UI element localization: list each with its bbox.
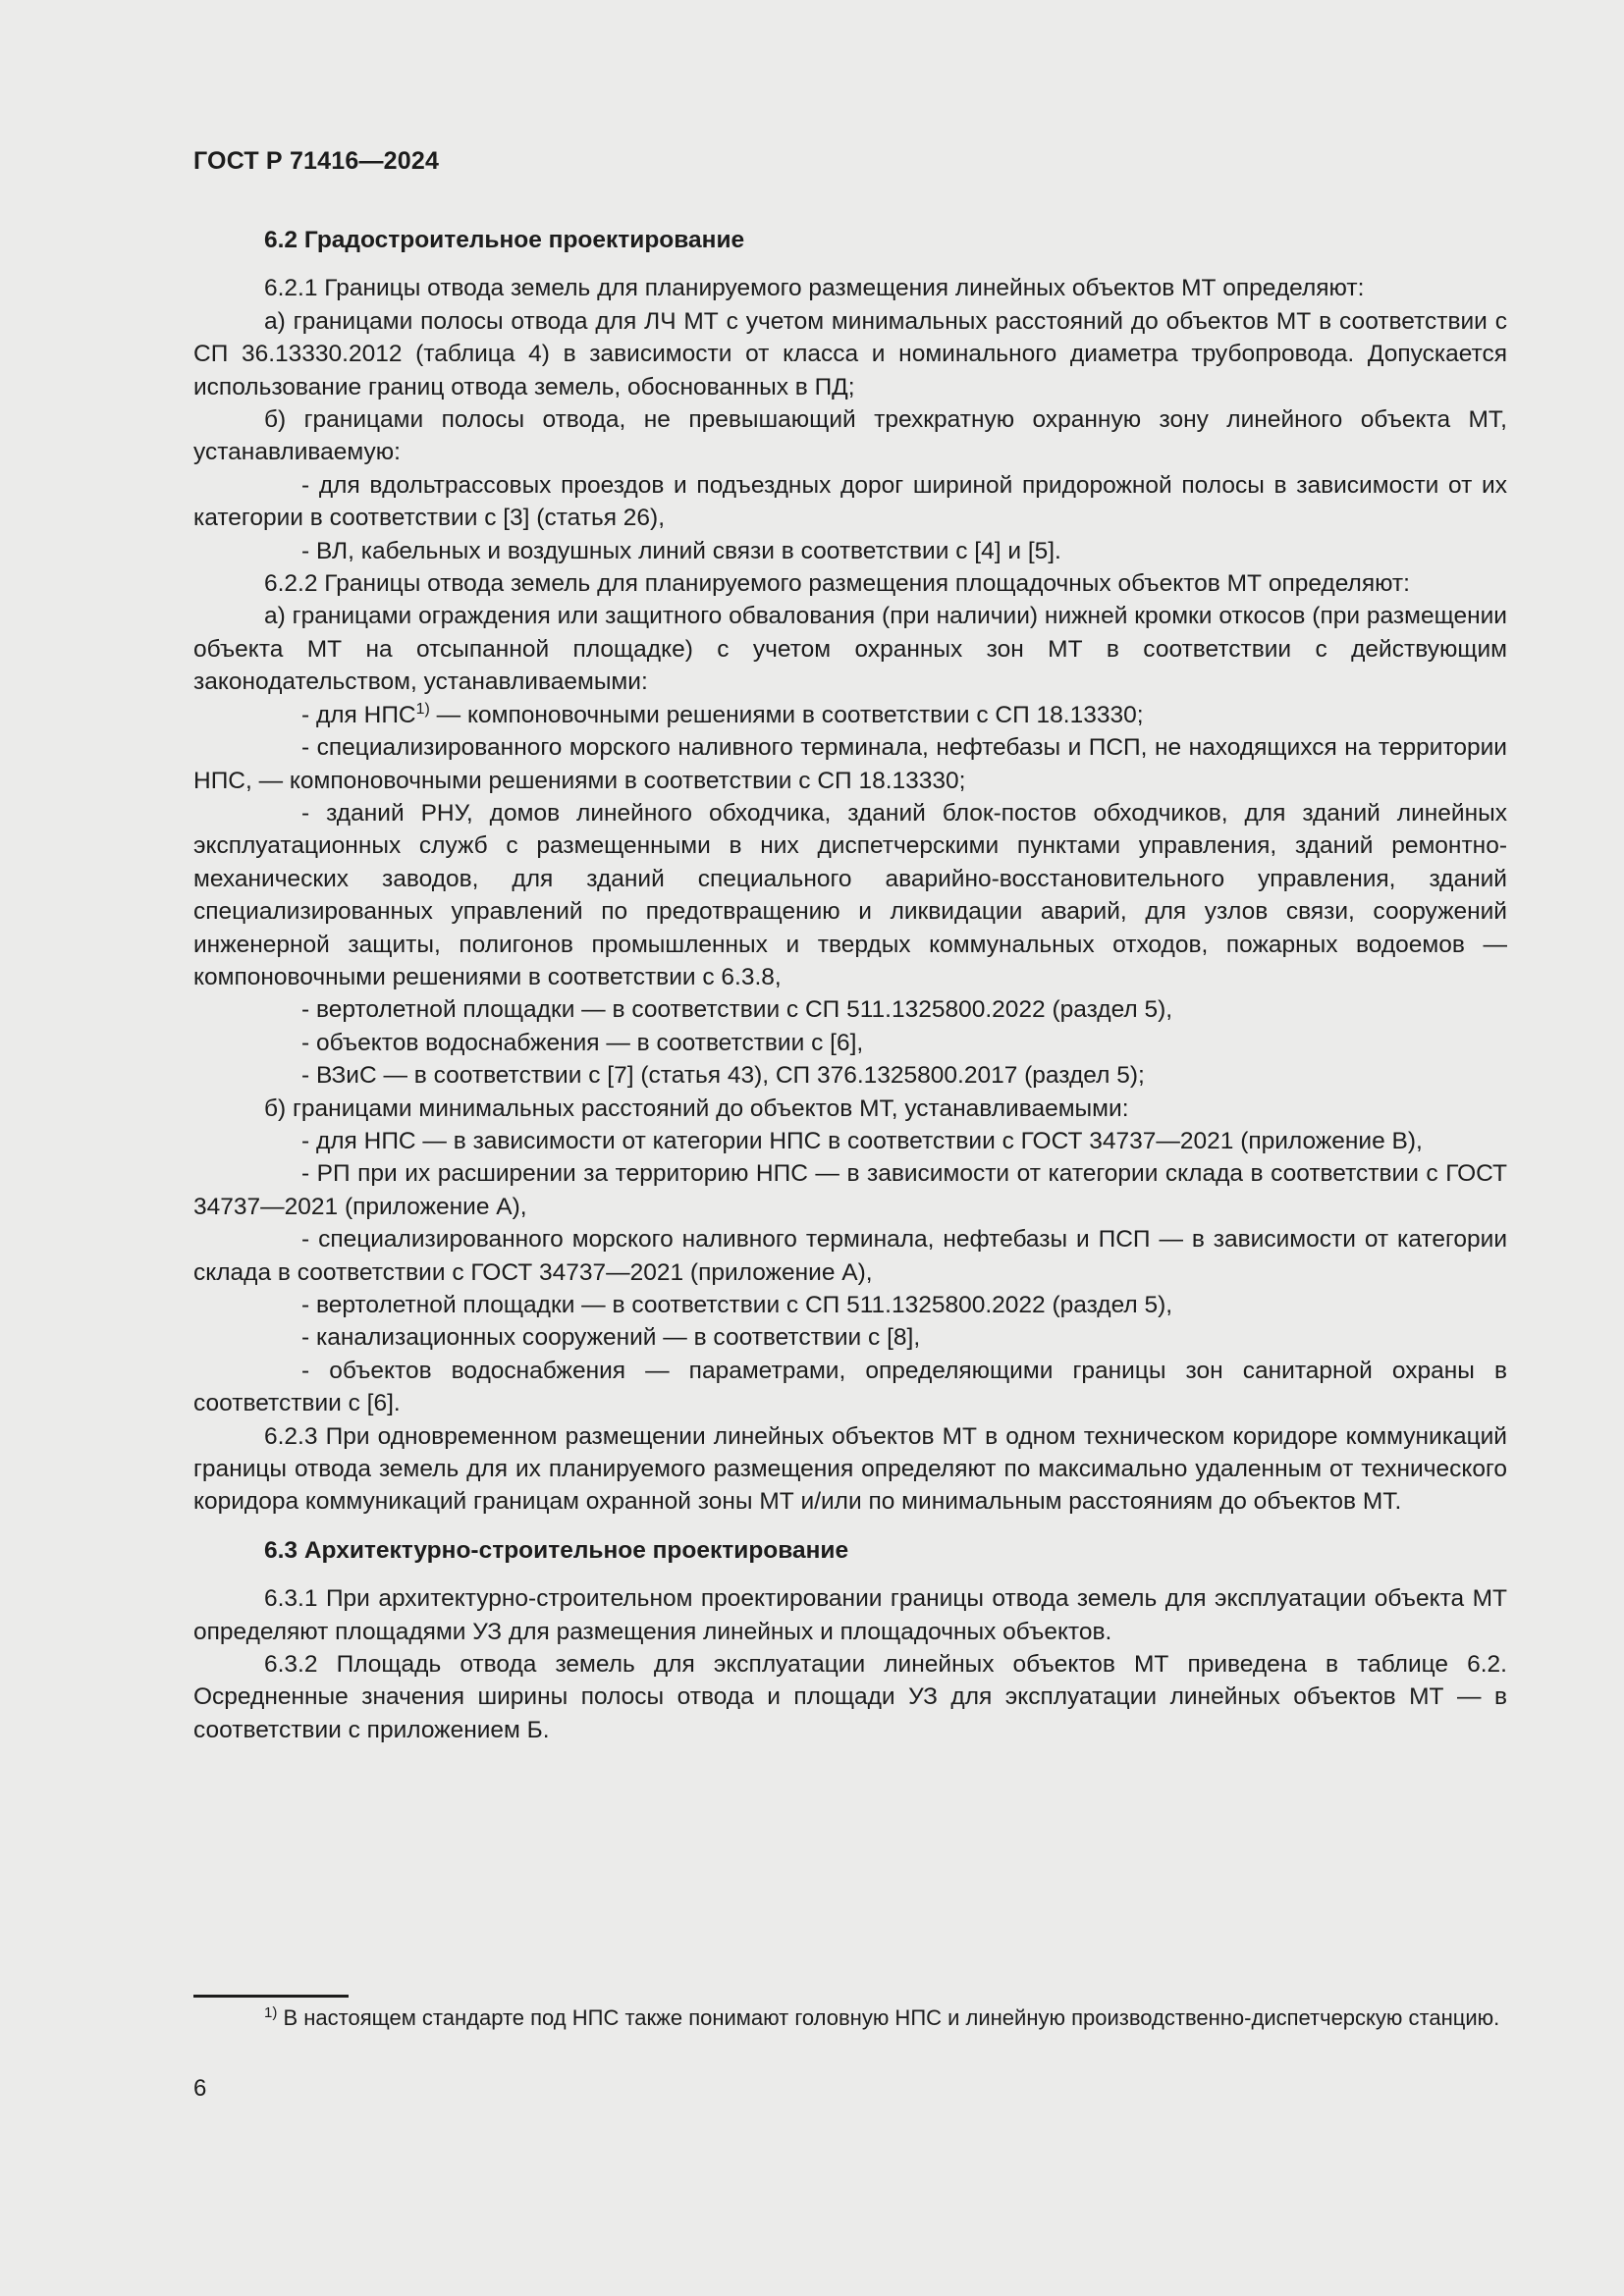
section-heading-6-3: 6.3 Архитектурно-строительное проектирование <box>264 1536 849 1564</box>
list-item <box>193 699 1507 731</box>
document-body <box>193 224 1507 1746</box>
footnote <box>193 2002 1507 2033</box>
document-header: ГОСТ Р 71416—2024 <box>193 147 440 175</box>
paragraph: б) границами минимальных расстояний до объектов МТ, устанавливаемыми: <box>264 1095 1129 1122</box>
list-item: - специализированного морского наливного терминала, нефтебазы и ПСП — в зависимости от категории склада в соответствии с ГОСТ 34737—2021 (приложение А), <box>193 1226 1507 1286</box>
list-item-text: - для НПС <box>301 701 416 728</box>
list-item: - вертолетной площадки — в соответствии с СП 511.1325800.2022 (раздел 5), <box>301 996 1173 1024</box>
list-item: - РП при их расширении за территорию НПС — в зависимости от категории склада в соответствии с ГОСТ 34737—2021 (приложение А), <box>193 1160 1507 1220</box>
paragraph: 6.3.2 Площадь отвода земель для эксплуатации линейных объектов МТ приведена в таблице 6.2. Осредненные значения ширины полосы отвода и площади УЗ для эксплуатации линейных объектов МТ — в соответствии с приложением Б. <box>193 1651 1507 1743</box>
footnote-separator <box>193 1995 349 1998</box>
list-item: - вертолетной площадки — в соответствии с СП 511.1325800.2022 (раздел 5), <box>301 1292 1173 1318</box>
footnote-text: В настоящем стандарте под НПС также понимают головную НПС и линейную производственно-диспетчерскую станцию. <box>277 2005 1500 2030</box>
footnote-reference: 1) <box>415 700 430 718</box>
page-number: 6 <box>193 2075 207 2102</box>
list-item: - канализационных сооружений — в соответствии с [8], <box>301 1324 921 1352</box>
list-item: - ВЛ, кабельных и воздушных линий связи в соответствии с [4] и [5]. <box>301 537 1061 564</box>
list-item: - специализированного морского наливного терминала, нефтебазы и ПСП, не находящихся на территории НПС, — компоновочными решениями в соответствии с СП 18.13330; <box>193 734 1507 794</box>
paragraph: 6.3.1 При архитектурно-строительном проектировании границы отвода земель для эксплуатации объекта МТ определяют площадями УЗ для размещения линейных и площадочных объектов. <box>193 1585 1507 1645</box>
paragraph: а) границами ограждения или защитного обвалования (при наличии) нижней кромки откосов (при размещении объекта МТ на отсыпанной площадке) с учетом охранных зон МТ в соответствии с действующим законодательством, устанавливаемыми: <box>193 603 1507 696</box>
list-item: - для НПС — в зависимости от категории НПС в соответствии с ГОСТ 34737—2021 (приложение В), <box>301 1127 1423 1154</box>
paragraph: 6.2.1 Границы отвода земель для планируемого размещения линейных объектов МТ определяют: <box>264 275 1365 302</box>
list-item: - зданий РНУ, домов линейного обходчика, зданий блок-постов обходчиков, для зданий линейных эксплуатационных служб с размещенными в них диспетчерскими пунктами управления, зданий ремонтно-механических заводов, для зданий специального аварийно-восстановительного управления, зданий специализированных управлений по предотвращению и ликвидации аварий, для узлов связи, сооружений инженерной защиты, полигонов промышленных и твердых коммунальных отходов, пожарных водоемов — компоновочными решениями в соответствии с 6.3.8, <box>193 799 1507 990</box>
section-heading-6-2: 6.2 Градостроительное проектирование <box>264 227 745 253</box>
list-item: - объектов водоснабжения — параметрами, определяющими границы зон санитарной охраны в соответствии с [6]. <box>193 1357 1507 1417</box>
paragraph: а) границами полосы отвода для ЛЧ МТ с учетом минимальных расстояний до объектов МТ в соответствии с СП 36.13330.2012 (таблица 4) в зависимости от класса и номинального диаметра трубопровода. Допускается использование границ отвода земель, обоснованных в ПД; <box>193 307 1507 400</box>
paragraph: 6.2.2 Границы отвода земель для планируемого размещения площадочных объектов МТ определяют: <box>264 570 1410 598</box>
list-item: - для вдольтрассовых проездов и подъездных дорог шириной придорожной полосы в зависимости от их категории в соответствии с [3] (статья 26), <box>193 471 1507 532</box>
footnote-mark: 1) <box>264 2004 278 2021</box>
paragraph: 6.2.3 При одновременном размещении линейных объектов МТ в одном техническом коридоре коммуникаций границы отвода земель для их планируемого размещения определяют по максимально удаленным от технического коридора коммуникаций границам охранной зоны МТ и/или по минимальным расстояниям до объектов МТ. <box>193 1422 1507 1516</box>
list-item: - ВЗиС — в соответствии с [7] (статья 43), СП 376.1325800.2017 (раздел 5); <box>301 1062 1145 1090</box>
list-item-text: — компоновочными решениями в соответствии с СП 18.13330; <box>429 701 1144 728</box>
list-item: - объектов водоснабжения — в соответствии с [6], <box>301 1029 864 1056</box>
paragraph: б) границами полосы отвода, не превышающий трехкратную охранную зону линейного объекта МТ, устанавливаемую: <box>193 406 1507 466</box>
